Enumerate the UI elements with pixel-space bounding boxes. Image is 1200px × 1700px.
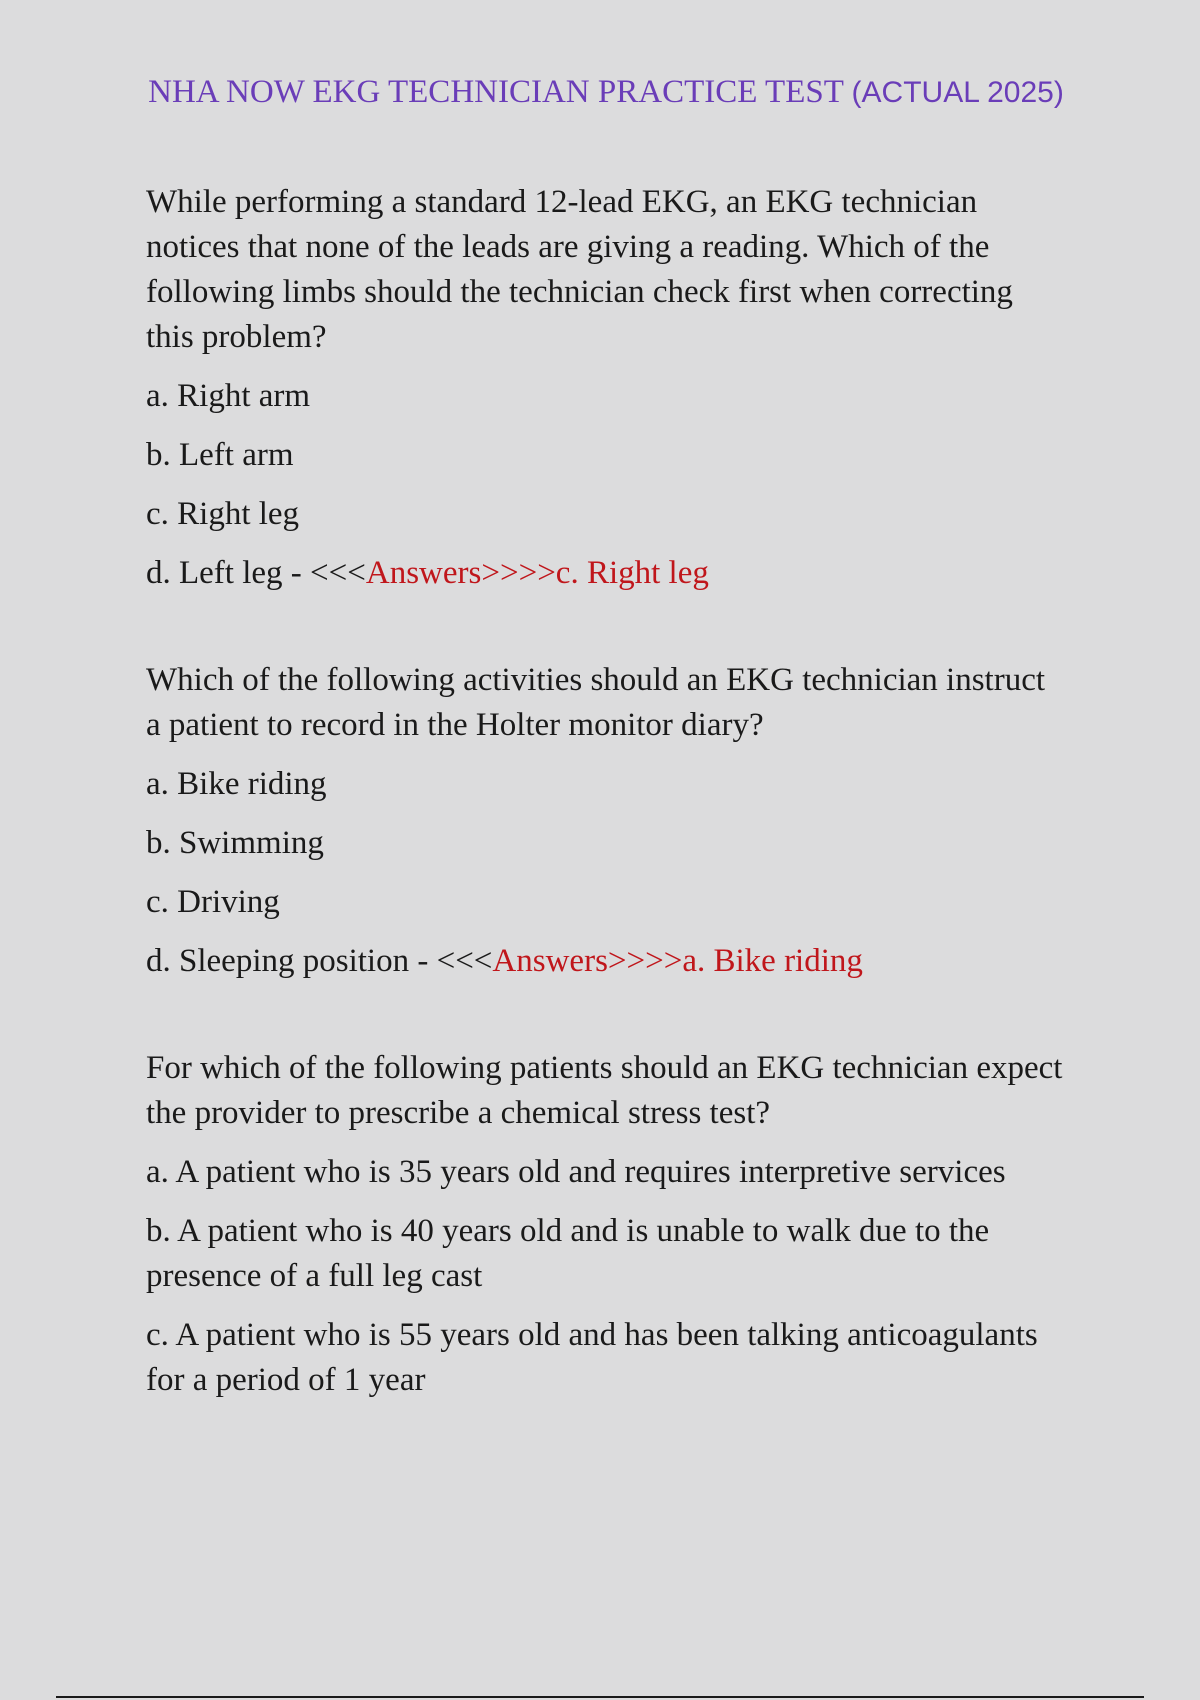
option-c: c. A patient who is 55 years old and has been talking anticoagulants for a period of 1 year bbox=[146, 1317, 1038, 1398]
question-2 bbox=[146, 658, 1066, 984]
answer-text: Answers>>>>c. Right leg bbox=[365, 555, 709, 591]
option-b: b. A patient who is 40 years old and is unable to walk due to the presence of a full leg cast bbox=[146, 1213, 990, 1294]
answer-marker: <<< bbox=[436, 943, 493, 979]
page-bottom-rule bbox=[56, 1696, 1144, 1698]
document-title-main: NHA NOW EKG TECHNICIAN PRACTICE TEST bbox=[148, 74, 852, 110]
answer-text: Answers>>>>a. Bike riding bbox=[492, 943, 863, 979]
option-d-text: d. Left leg - bbox=[146, 555, 311, 591]
option-a: a. Bike riding bbox=[146, 766, 327, 802]
question-1 bbox=[146, 180, 1066, 596]
option-a: a. A patient who is 35 years old and requires interpretive services bbox=[146, 1154, 1006, 1190]
option-b: b. Swimming bbox=[146, 825, 324, 861]
question-text: While performing a standard 12-lead EKG, an EKG technician notices that none of the leads are giving a reading. Which of the following limbs should the technician check first when correcting this problem? bbox=[146, 184, 1013, 355]
question-text: For which of the following patients should an EKG technician expect the provider to prescribe a chemical stress test? bbox=[146, 1050, 1063, 1131]
question-3 bbox=[146, 1046, 1066, 1403]
option-b: b. Left arm bbox=[146, 437, 294, 473]
document-page bbox=[146, 70, 1066, 1417]
option-d-text: d. Sleeping position - bbox=[146, 943, 437, 979]
document-title-qualifier: (ACTUAL 2025) bbox=[851, 76, 1064, 109]
document-title bbox=[146, 70, 1066, 115]
option-c: c. Driving bbox=[146, 884, 280, 920]
option-d bbox=[146, 551, 1066, 596]
question-text: Which of the following activities should an EKG technician instruct a patient to record in the Holter monitor diary? bbox=[146, 662, 1046, 743]
option-c: c. Right leg bbox=[146, 496, 300, 532]
answer-marker: <<< bbox=[310, 555, 366, 591]
option-d bbox=[146, 939, 1066, 984]
option-a: a. Right arm bbox=[146, 378, 311, 414]
